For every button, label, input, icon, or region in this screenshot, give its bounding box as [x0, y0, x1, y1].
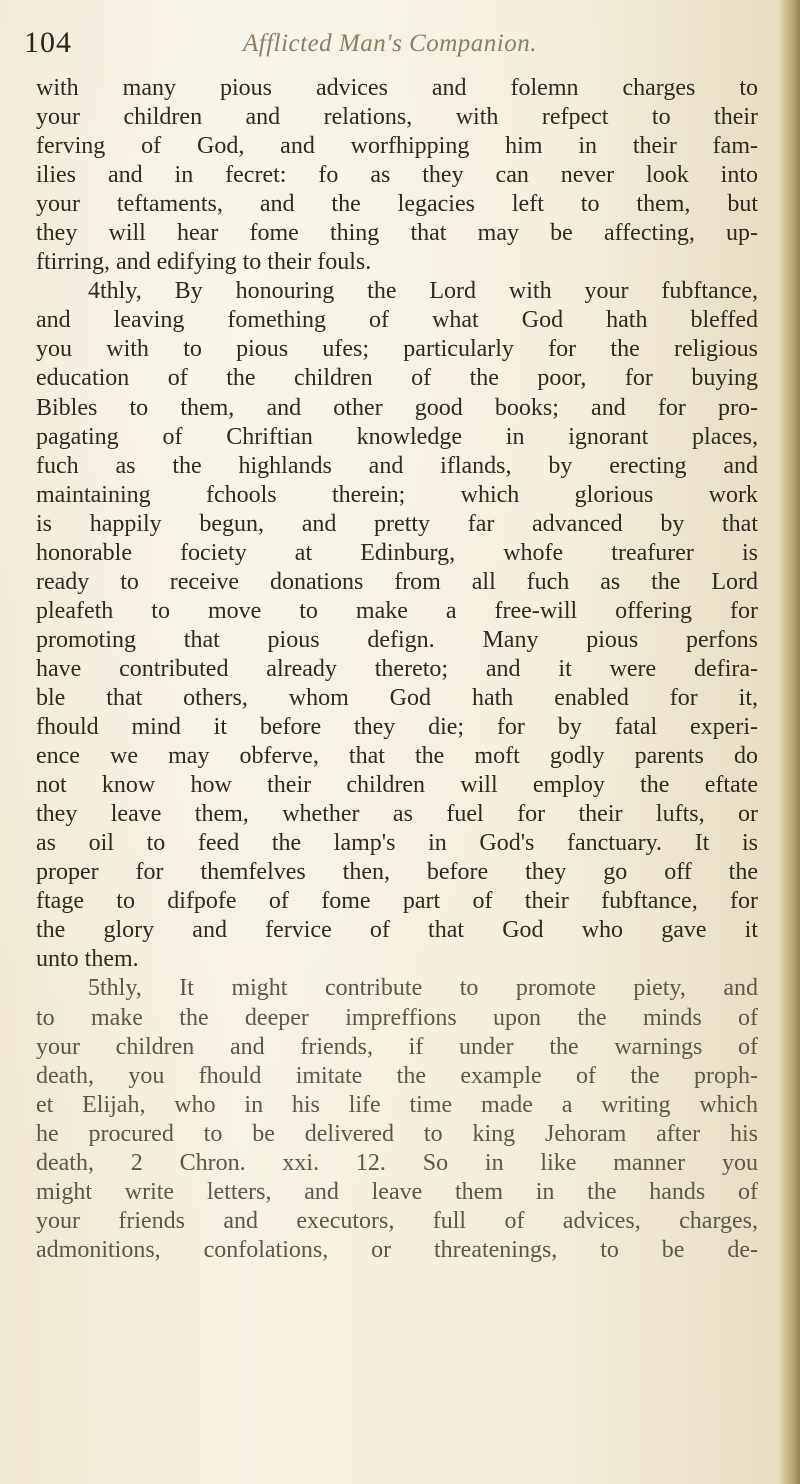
- page-header: [20, 26, 760, 66]
- page-binding-edge: [778, 0, 800, 1484]
- text-line: honorable fociety at Edinburg, whofe treafurer is: [36, 539, 758, 566]
- text-line: ftirring, and edifying to their fouls.: [36, 249, 372, 276]
- text-line: 4thly, By honouring the Lord with your fubftance,: [88, 278, 758, 305]
- text-line: your friends and executors, full of advices, charges,: [36, 1207, 758, 1234]
- text-line: pleafeth to move to make a free-will offering for: [36, 597, 758, 624]
- text-line: ble that others, whom God hath enabled for it,: [36, 684, 758, 711]
- text-line: the glory and fervice of that God who gave it: [36, 917, 758, 944]
- text-line: promoting that pious defign. Many pious perfons: [36, 626, 758, 653]
- text-line: you with to pious ufes; particularly for the religious: [36, 336, 758, 363]
- text-line: with many pious advices and folemn charges to: [36, 75, 758, 101]
- text-line: admonitions, confolations, or threatenings, to be de-: [36, 1236, 758, 1263]
- text-line: ilies and in fecret: fo as they can never look into: [36, 162, 758, 189]
- text-line: as oil to feed the lamp's in God's fanctuary. It is: [36, 830, 758, 857]
- text-line: is happily begun, and pretty far advanced by that: [36, 510, 758, 537]
- text-line: ready to receive donations from all fuch as the Lord: [36, 568, 758, 595]
- text-line: he procured to be delivered to king Jehoram after his: [36, 1120, 758, 1147]
- text-line: to make the deeper impreffions upon the minds of: [36, 1004, 758, 1031]
- text-line: death, you fhould imitate the example of the proph-: [36, 1062, 758, 1089]
- text-line: your teftaments, and the legacies left to them, but: [36, 191, 758, 218]
- text-line: Bibles to them, and other good books; and for pro-: [36, 394, 758, 421]
- text-line: ftage to difpofe of fome part of their fubftance, for: [36, 888, 758, 915]
- text-line: ferving of God, and worfhipping him in their fam-: [36, 133, 758, 160]
- text-line: not know how their children will employ the eftate: [36, 772, 758, 799]
- text-line: ence we may obferve, that the moft godly parents do: [36, 743, 758, 770]
- text-line: maintaining fchools therein; which glorious work: [36, 481, 758, 508]
- text-line: pagating of Chriftian knowledge in ignorant places,: [36, 423, 758, 450]
- text-line: might write letters, and leave them in the hands of: [36, 1178, 758, 1205]
- text-line: they leave them, whether as fuel for their lufts, or: [36, 801, 758, 828]
- text-line: unto them.: [36, 946, 139, 973]
- text-line: education of the children of the poor, for buying: [36, 365, 758, 392]
- text-line: proper for themfelves then, before they go off the: [36, 859, 758, 886]
- text-line: they will hear fome thing that may be affecting, up-: [36, 220, 758, 247]
- page-number: 104: [24, 26, 72, 59]
- text-line: et Elijah, who in his life time made a writing which: [36, 1091, 758, 1118]
- text-line: fuch as the highlands and iflands, by erecting and: [36, 452, 758, 479]
- text-line: 5thly, It might contribute to promote piety, and: [88, 975, 758, 1002]
- text-line: have contributed already thereto; and it were defira-: [36, 655, 758, 682]
- text-line: death, 2 Chron. xxi. 12. So in like manner you: [36, 1149, 758, 1176]
- text-line: fhould mind it before they die; for by fatal experi-: [36, 714, 758, 741]
- text-line: and leaving fomething of what God hath bleffed: [36, 307, 758, 334]
- running-title: Afflicted Man's Companion.: [242, 30, 538, 57]
- text-line: your children and relations, with refpect to their: [36, 104, 758, 131]
- text-line: your children and friends, if under the warnings of: [36, 1033, 758, 1060]
- body-text: [36, 74, 758, 1265]
